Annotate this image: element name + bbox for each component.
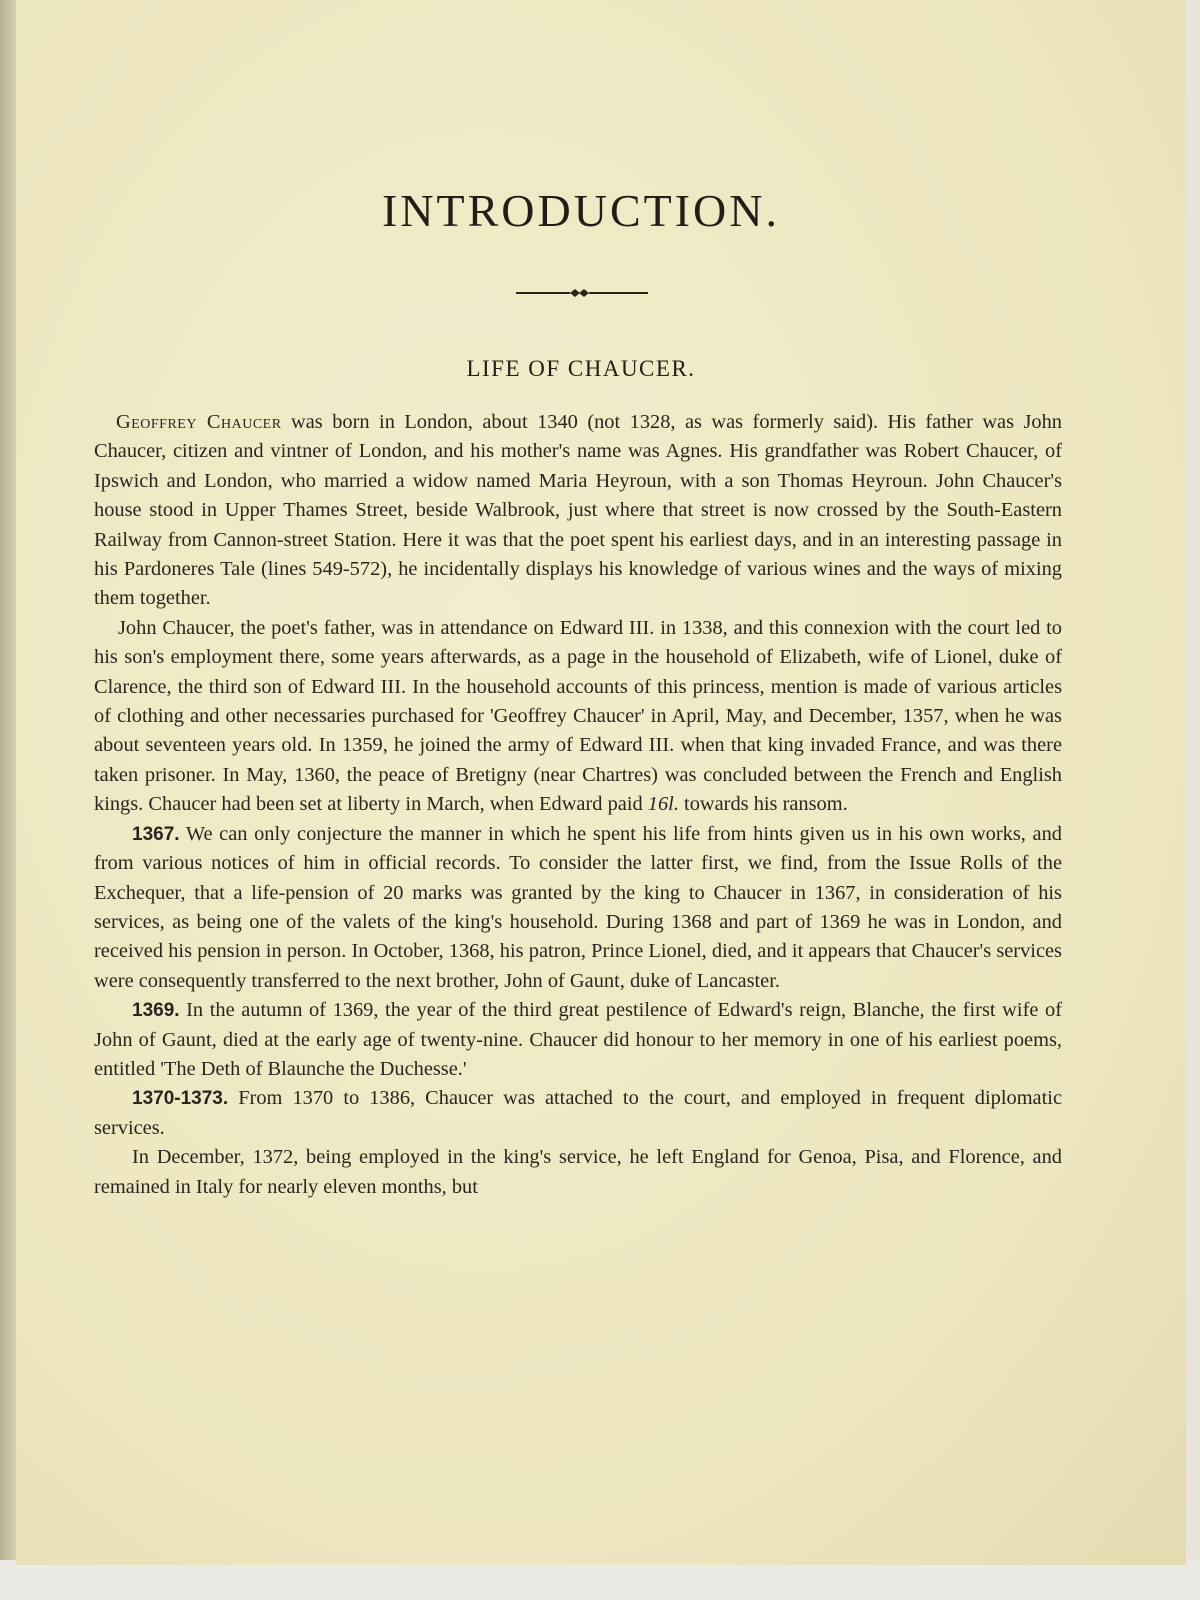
paragraph-text: towards his ransom. — [678, 793, 848, 816]
paragraph-text: In December, 1372, being employed in the king's service, he left England for Genoa, Pisa, and Florence, and remained in Italy for nearly eleven months, but — [94, 1146, 1062, 1198]
ornament-rule-icon — [516, 288, 648, 298]
author-name: Geoffrey Chaucer — [116, 411, 282, 433]
body-text — [94, 408, 1062, 1202]
paragraph — [94, 408, 1062, 614]
background-surface — [0, 1560, 1200, 1600]
paragraph-text: In the autumn of 1369, the year of the third great pestilence of Edward's reign, Blanche, the first wife of John of Gaunt, died at the early age of twenty-nine. Chaucer did honour to her memory in one of his earliest poems, entitled 'The Deth of Blaunche the Duchesse.' — [94, 999, 1062, 1080]
section-title: LIFE OF CHAUCER. — [466, 356, 696, 381]
paragraph-text: We can only conjecture the manner in which he spent his life from hints given us in his own works, and from various notices of him in official records. To consider the latter first, we find, from the Issue Rolls of the Exchequer, that a life-pension of 20 marks was granted by the king to Chaucer in 1367, in consideration of his services, as being one of the valets of the king's household. During 1368 and part of 1369 he was in London, and received his pension in person. In October, 1368, his patron, Prince Lionel, died, and it appears that Chaucer's services were consequently transferred to the next brother, John of Gaunt, duke of Lancaster. — [94, 822, 1062, 992]
page-title: INTRODUCTION. — [381, 185, 780, 236]
book-gutter — [0, 0, 16, 1600]
paragraph — [94, 996, 1062, 1084]
paragraph — [94, 1143, 1062, 1202]
year-heading: 1370-1373. — [132, 1088, 229, 1110]
paragraph — [94, 820, 1062, 996]
paragraph-text: From 1370 to 1386, Chaucer was attached to the court, and employed in frequent diplomatic services. — [94, 1087, 1062, 1139]
paragraph-text: John Chaucer, the poet's father, was in attendance on Edward III. in 1338, and this connexion with the court led to his son's employment there, some years afterwards, as a page in the household of Elizabeth, wife of Lionel, duke of Clarence, the third son of Edward III. In the household accounts of this princess, mention is made of various articles of clothing and other necessaries purchased for 'Geoffrey Chaucer' in April, May, and December, 1357, when he was about seventeen years old. In 1359, he joined the army of Edward III. when that king invaded France, and was there taken prisoner. In May, 1360, the peace of Bretigny (near Chartres) was concluded between the French and English kings. Chaucer had been set at liberty in March, when Edward paid — [94, 616, 1062, 816]
book-page — [16, 0, 1186, 1565]
year-heading: 1367. — [132, 823, 180, 845]
paragraph — [94, 1084, 1062, 1143]
year-heading: 1369. — [132, 1000, 180, 1022]
paragraph — [94, 614, 1062, 820]
paragraph-text: was born in London, about 1340 (not 1328, as was formerly said). His father was John Chaucer, citizen and vintner of London, and his mother's name was Agnes. His grandfather was Robert Chaucer, of Ipswich and London, who married a widow named Maria Heyroun, with a son Thomas Heyroun. John Chaucer's house stood in Upper Thames Street, beside Walbrook, just where that street is now crossed by the South-Eastern Railway from Cannon-street Station. Here it was that the poet spent his earliest days, and in an interesting passage in his Pardoneres Tale (lines 549-572), he incidentally displays his knowledge of various wines and the ways of mixing them together. — [94, 411, 1062, 610]
italic-amount: 16l. — [647, 793, 679, 816]
